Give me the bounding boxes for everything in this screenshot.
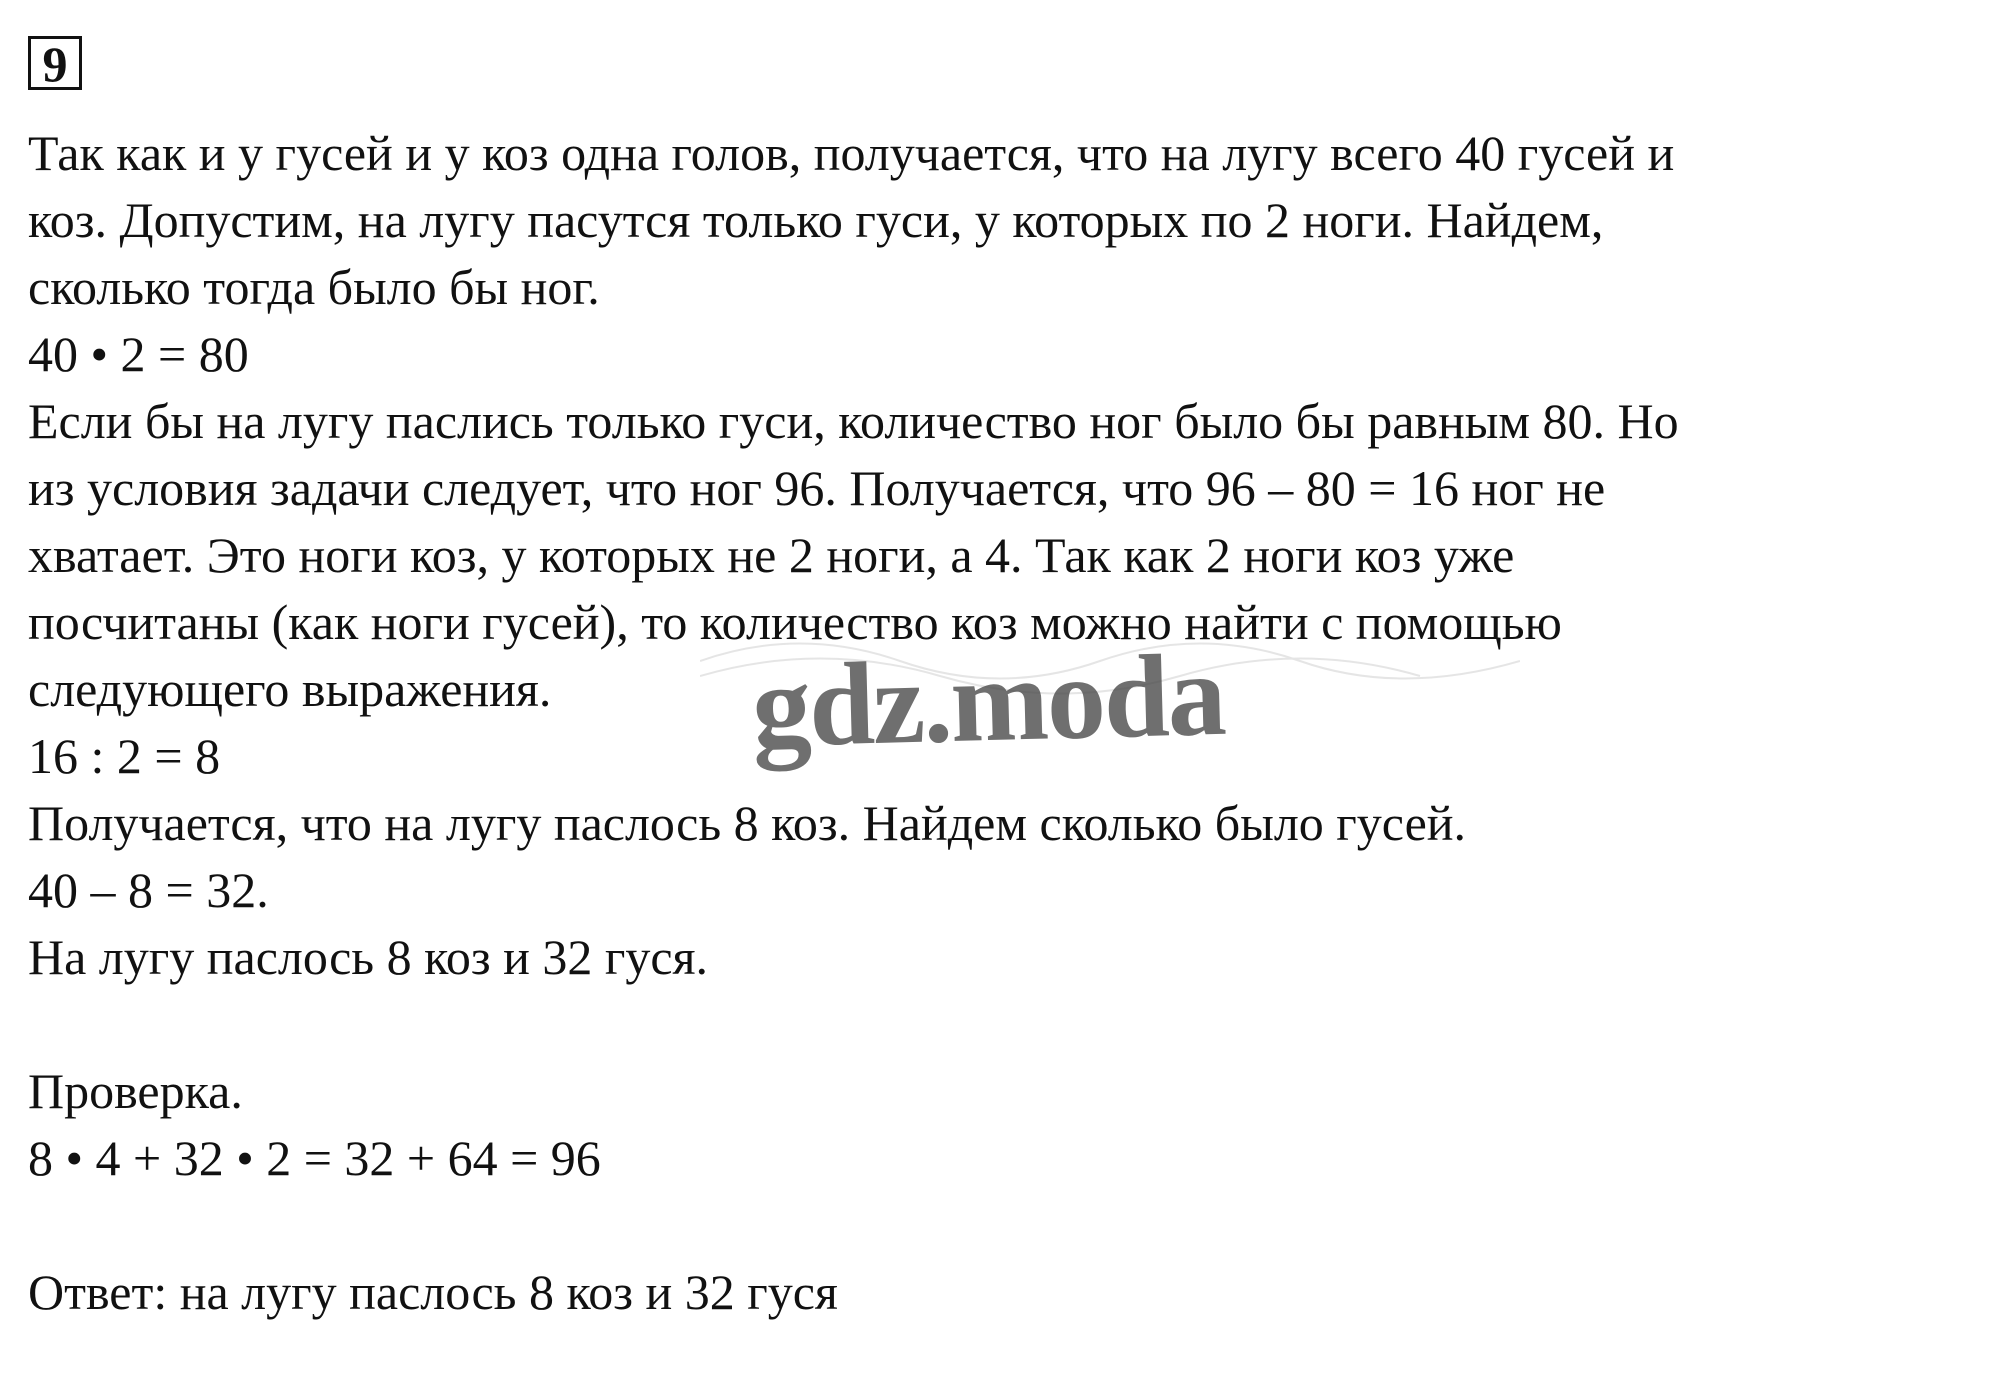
solution-line: посчитаны (как ноги гусей), то количество коз можно найти с помощью — [28, 594, 1562, 650]
solution-line: хватает. Это ноги коз, у которых не 2 ноги, а 4. Так как 2 ноги коз уже — [28, 527, 1515, 583]
solution-line: 40 • 2 = 80 — [28, 326, 249, 382]
check-equation: 8 • 4 + 32 • 2 = 32 + 64 = 96 — [28, 1130, 601, 1186]
watermark-logo: gdz.moda — [750, 628, 1227, 773]
solution-line: 40 – 8 = 32. — [28, 862, 269, 918]
solution-line: Так как и у гусей и у коз одна голов, получается, что на лугу всего 40 гусей и — [28, 125, 1675, 181]
solution-line: На лугу паслось 8 коз и 32 гуся. — [28, 929, 709, 985]
solution-line: Если бы на лугу паслись только гуси, количество ног было бы равным 80. Но — [28, 393, 1679, 449]
solution-line: из условия задачи следует, что ног 96. Получается, что 96 – 80 = 16 ног не — [28, 460, 1606, 516]
answer-line: Ответ: на лугу паслось 8 коз и 32 гуся — [28, 1264, 838, 1320]
problem-number-box: 9 — [28, 36, 82, 90]
solution-line: Получается, что на лугу паслось 8 коз. Найдем сколько было гусей. — [28, 795, 1467, 851]
solution-line: следующего выражения. — [28, 661, 552, 717]
solution-line: 16 : 2 = 8 — [28, 728, 221, 784]
check-heading: Проверка. — [28, 1063, 243, 1119]
solution-line: сколько тогда было бы ног. — [28, 259, 600, 315]
solution-line: коз. Допустим, на лугу пасутся только гуси, у которых по 2 ноги. Найдем, — [28, 192, 1604, 248]
